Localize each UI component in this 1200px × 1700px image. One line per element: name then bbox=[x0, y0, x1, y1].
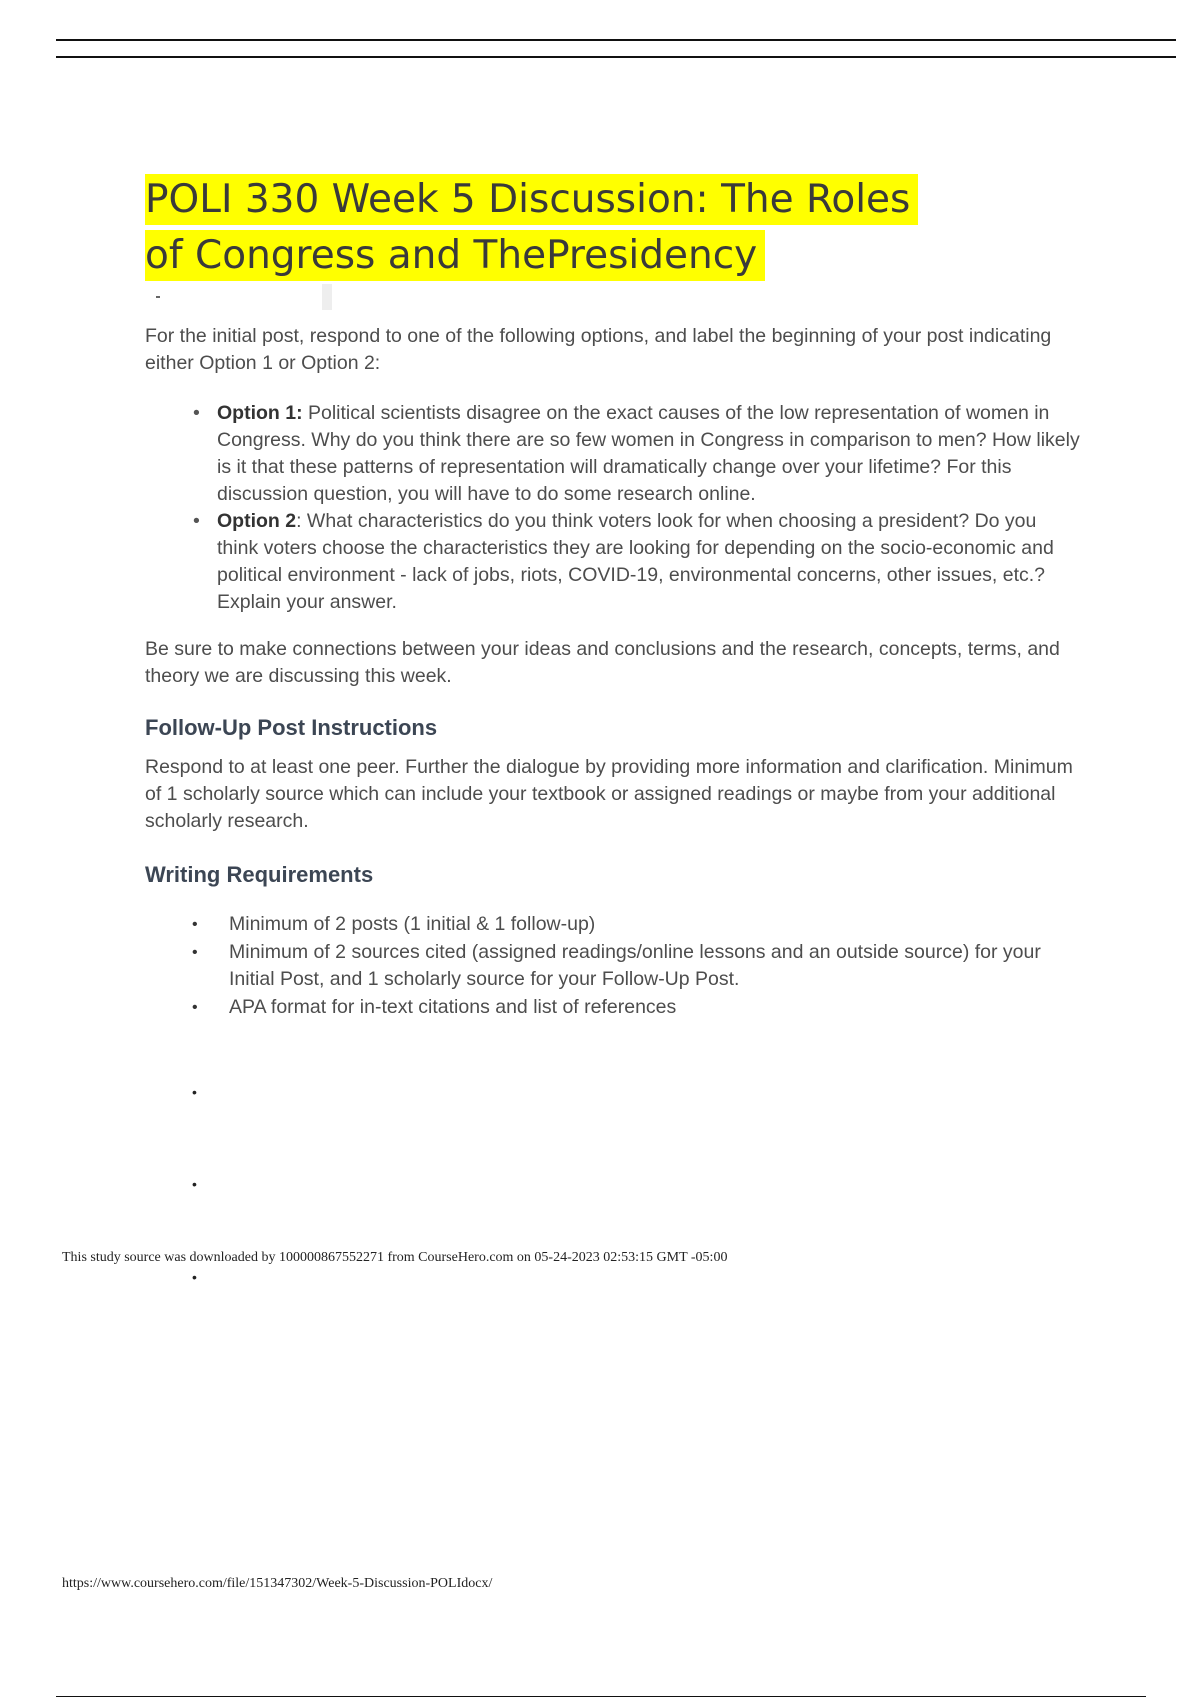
options-list bbox=[145, 400, 1080, 616]
option-item-2 bbox=[217, 508, 1080, 616]
option-2-label: Option 2 bbox=[217, 510, 297, 532]
stray-artifact bbox=[322, 284, 332, 310]
intro-paragraph: For the initial post, respond to one of the following options, and label the beginning of your post indicating either Option 1 or Option 2: bbox=[145, 325, 1052, 374]
option-1-label: Option 1: bbox=[217, 402, 303, 424]
title-highlight: POLI 330 Week 5 Discussion: The Roles of Congress and ThePresidency bbox=[145, 174, 918, 281]
connections-paragraph: Be sure to make connections between your ideas and conclusions and the research, concepts, terms, and theory we are discussing this week. bbox=[145, 638, 1060, 687]
option-item-1 bbox=[217, 400, 1080, 508]
header-rule-bottom bbox=[56, 56, 1176, 58]
writing-requirements-list bbox=[145, 911, 1080, 1021]
option-1-text: Political scientists disagree on the exact causes of the low representation of women in Congress. Why do you think there are so few women in Congress in comparison to men? How likely is it that these patterns of representation will dramatically change over your lifetime? For this discussion question, you will have to do some research online. bbox=[217, 402, 1080, 505]
header-rule-top bbox=[56, 39, 1176, 41]
writing-requirements-heading: Writing Requirements bbox=[145, 862, 374, 887]
followup-heading: Follow-Up Post Instructions bbox=[145, 715, 438, 740]
followup-paragraph: Respond to at least one peer. Further the dialogue by providing more information and clarification. Minimum of 1 scholarly source which can include your textbook or assigned readings or maybe from your additional scholarly research. bbox=[145, 756, 1073, 832]
option-2-text: : What characteristics do you think voters look for when choosing a president? Do you think voters choose the characteristics they are looking for depending on the socio-economic and political environment - lack of jobs, riots, COVID-19, environmental concerns, other issues, etc.? Explain your answer. bbox=[217, 510, 1054, 613]
footer-rule bbox=[56, 1696, 1146, 1697]
empty-bullet: • bbox=[192, 1084, 197, 1100]
source-url: https://www.coursehero.com/file/151347302/Week-5-Discussion-POLIdocx/ bbox=[62, 1576, 493, 1591]
empty-bullet: • bbox=[192, 1176, 197, 1192]
document-title bbox=[145, 172, 945, 284]
document-body bbox=[145, 323, 1080, 1022]
requirement-item: • Minimum of 2 sources cited (assigned readings/online lessons and an outside source) for your Initial Post, and 1 scholarly source for your Follow-Up Post. bbox=[229, 939, 1080, 993]
stray-mark bbox=[156, 296, 160, 298]
requirement-item: • APA format for in-text citations and list of references bbox=[229, 994, 1080, 1021]
download-notice: This study source was downloaded by 100000867552271 from CourseHero.com on 05-24-2023 02:53:15 GMT -05:00 bbox=[62, 1250, 728, 1265]
empty-bullet: • bbox=[192, 1269, 197, 1285]
requirement-item: • Minimum of 2 posts (1 initial & 1 follow-up) bbox=[229, 911, 1080, 938]
